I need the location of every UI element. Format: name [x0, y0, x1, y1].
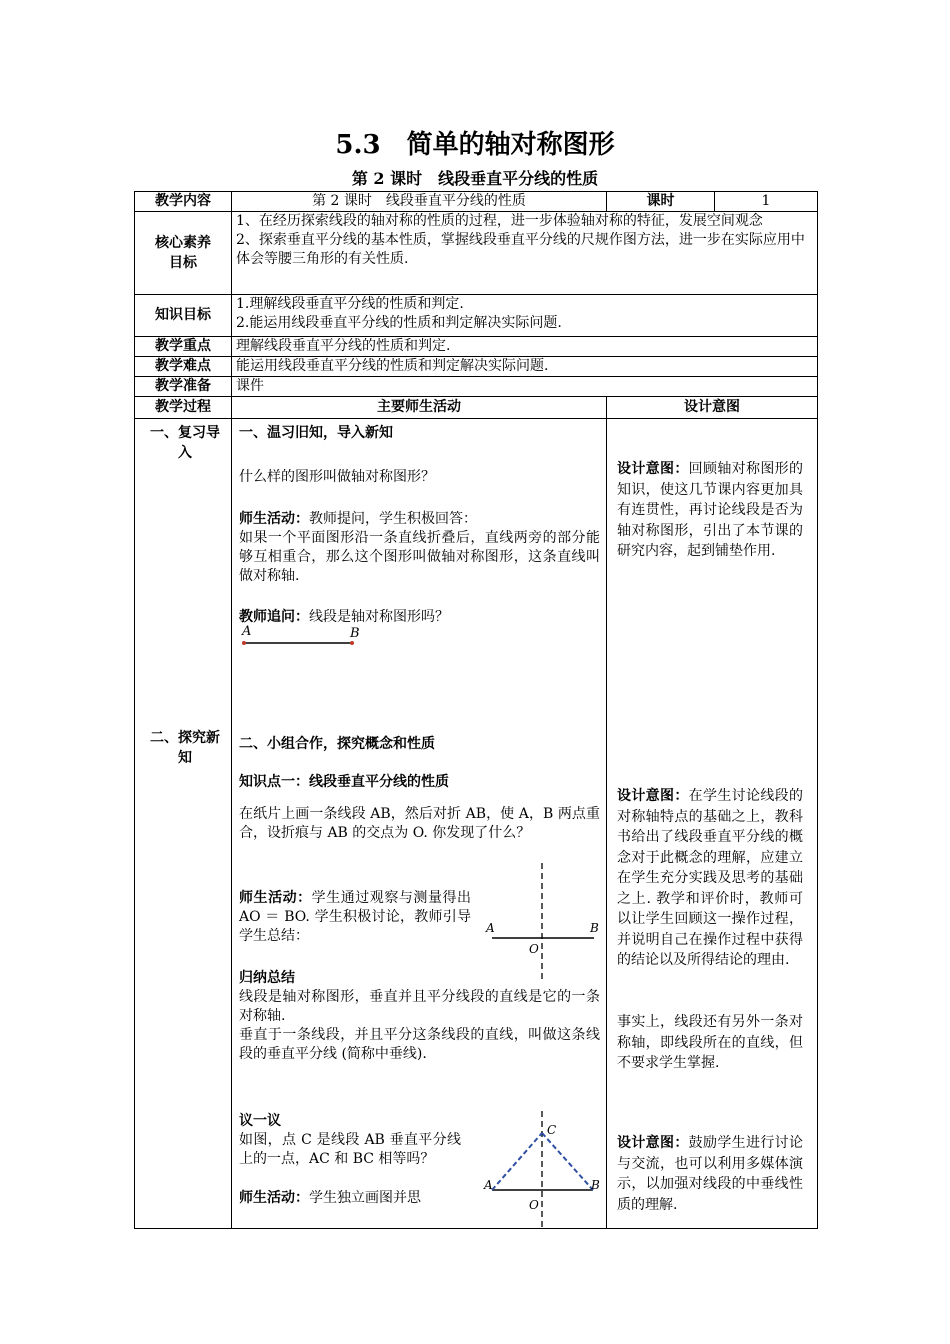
figure-triangle-acb [480, 1109, 606, 1229]
row-difficult-point [135, 357, 818, 377]
label-difficult-point: 教学难点 [135, 357, 232, 377]
activity-content [239, 424, 600, 627]
knowledge-point-1-title: 知识点一：线段垂直平分线的性质 [239, 774, 449, 790]
summary-title: 归纳总结 [239, 970, 295, 986]
segment-bc [542, 1133, 593, 1190]
page-title: 5.3 简单的轴对称图形 [335, 130, 615, 160]
value-difficult-point: 能运用线段垂直平分线的性质和判定解决实际问题. [232, 357, 818, 377]
value-teaching-content: 第 2 课时 线段垂直平分线的性质 [232, 192, 607, 212]
label-a: A [242, 624, 252, 639]
header-design: 设计意图 [607, 397, 818, 419]
value-knowledge-goals [232, 295, 818, 337]
label-a-2: A [486, 921, 495, 935]
label-o-3: O [529, 1198, 539, 1212]
value-key-point: 理解线段垂直平分线的性质和判定. [232, 337, 818, 357]
core-goal-1: 1、在经历探索线段的轴对称的性质的过程，进一步体验轴对称的特征，发展空间观念 [236, 213, 763, 229]
teacher-student-activity-1: 师生活动：教师提问，学生积极回答： [239, 511, 477, 527]
knowledge-goal-1: 1.理解线段垂直平分线的性质和判定. [236, 296, 464, 312]
label-b-3: B [591, 1178, 600, 1192]
point-a-dot [242, 641, 246, 645]
teacher-student-activity-2: 师生活动：学生通过观察与测量得出 AO ＝ BO. 学生积极讨论，教师引导学生总结： [239, 890, 472, 944]
point-b-dot [350, 641, 354, 645]
header-activity: 主要师生活动 [232, 397, 607, 419]
section1-title: 一、温习旧知，导入新知 [239, 425, 393, 441]
segment-ac [492, 1133, 542, 1190]
label-teaching-content: 教学内容 [135, 192, 232, 212]
design-intent-3: 设计意图：鼓励学生进行讨论与交流，也可以利用多媒体演示，以加强对线段的中垂线性质的理解. [617, 1135, 804, 1213]
value-preparation: 课件 [232, 377, 818, 397]
header-process: 教学过程 [135, 397, 232, 419]
label-preparation: 教学准备 [135, 377, 232, 397]
row-knowledge-goals [135, 295, 818, 337]
figure-perpendicular-bisector [484, 861, 606, 981]
label-knowledge-goals: 知识目标 [135, 295, 232, 337]
summary-text-2: 垂直于一条线段，并且平分这条线段的直线，叫做这条线段的垂直平分线 (简称中垂线). [239, 1027, 600, 1062]
label-o-2: O [529, 942, 539, 956]
row-preparation [135, 377, 818, 397]
core-goal-2: 2、探索垂直平分线的基本性质，掌握线段垂直平分线的尺规作图方法，进一步在实际应用中体会等腰三角形的有关性质. [236, 232, 805, 267]
page-subtitle: 第 2 课时 线段垂直平分线的性质 [351, 169, 599, 188]
label-key-point: 教学重点 [135, 337, 232, 357]
answer-axis-symmetry: 如果一个平面图形沿一条直线折叠后，直线两旁的部分能够互相重合，那么这个图形叫做轴对称图形，这条直线叫做对称轴. [239, 530, 600, 584]
row-key-point [135, 337, 818, 357]
teacher-followup: 教师追问：线段是轴对称图形吗？ [239, 609, 449, 625]
summary-text-1: 线段是轴对称图形，垂直并且平分线段的直线是它的一条对称轴. [239, 989, 600, 1024]
stage-review: 一、复习导入 [150, 425, 220, 461]
row-teaching-content [135, 192, 818, 212]
design-intent-1: 设计意图：回顾轴对称图形的知识，使这几节课内容更加具有连贯性，再讨论线段是否为轴对称图形，引出了本节课的研究内容，起到铺垫作用. [617, 461, 804, 559]
row-main-content [135, 419, 818, 1229]
question-axis-symmetry: 什么样的图形叫做轴对称图形？ [239, 469, 435, 485]
label-a-3: A [484, 1178, 493, 1192]
activity-content-2 [239, 735, 600, 843]
value-hours: 1 [715, 192, 818, 212]
lesson-plan-table [134, 191, 818, 1229]
label-c-3: C [547, 1123, 557, 1137]
design-column [607, 419, 818, 1229]
row-column-headers [135, 397, 818, 419]
label-b-2: B [590, 921, 599, 935]
teacher-student-activity-3: 师生活动：学生独立画图并思 [239, 1190, 421, 1206]
section2-title: 二、小组合作，探究概念和性质 [239, 736, 435, 752]
activity-column [232, 419, 607, 1229]
discuss-block [239, 1112, 461, 1208]
design-intent-2: 设计意图：在学生讨论线段的对称轴特点的基础之上，教科书给出了线段垂直平分线的概念对于此概念的理解，应建立在学生充分实践及思考的基础之上. 教学和评价时，教师可以让学生回顾这一操作过程， 并说明自己在操作过程中获得的结论以及所得结论的理由. [617, 788, 804, 968]
knowledge-goal-2: 2.能运用线段垂直平分线的性质和判定解决实际问题. [236, 315, 562, 331]
discuss-text: 如图，点 C 是线段 AB 垂直平分线上的一点，AC 和 BC 相等吗？ [239, 1132, 461, 1167]
summary-block [239, 969, 600, 1064]
design-intent-2b: 事实上，线段还有另外一条对称轴，即线段所在的直线，但不要求学生掌握. [617, 1014, 803, 1071]
discuss-title: 议一议 [239, 1113, 281, 1129]
knowledge-point-1-text: 在纸片上画一条线段 AB，然后对折 AB，使 A，B 两点重合，设折痕与 AB 的交点为 O. 你发现了什么？ [239, 806, 600, 841]
process-column [135, 419, 232, 1229]
label-core-goals: 核心素养目标 [135, 212, 232, 295]
stage-explore: 二、探究新知 [150, 730, 220, 766]
figure-segment-ab [238, 621, 368, 661]
value-core-goals [232, 212, 818, 295]
label-hours: 课时 [607, 192, 715, 212]
row-core-goals [135, 212, 818, 295]
label-b: B [350, 626, 360, 641]
